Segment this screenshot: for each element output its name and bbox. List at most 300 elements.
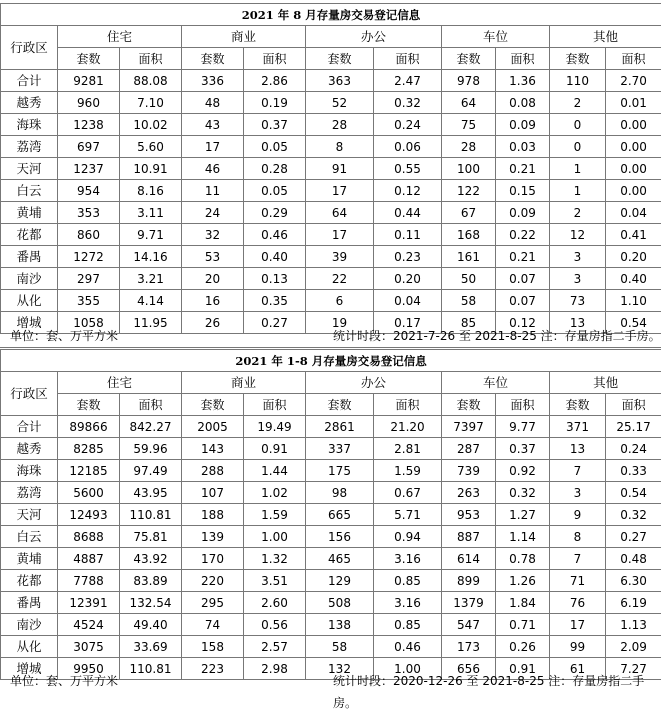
table-cell: 74 xyxy=(182,614,244,636)
table-row xyxy=(1,158,661,180)
table-cell: 3.16 xyxy=(374,548,442,570)
table-cell: 0.91 xyxy=(496,658,550,680)
table-cell: 0.20 xyxy=(606,246,661,268)
table-cell: 107 xyxy=(182,482,244,504)
group-header-parking: 车位 xyxy=(442,372,550,394)
district-name: 黄埔 xyxy=(1,548,58,570)
table-cell: 43 xyxy=(182,114,244,136)
table-row xyxy=(1,70,661,92)
table-row xyxy=(1,202,661,224)
group-header-other: 其他 xyxy=(550,26,661,48)
table-cell: 97.49 xyxy=(120,460,182,482)
table-cell: 12 xyxy=(550,224,606,246)
table-cell: 0.00 xyxy=(606,158,661,180)
group-header-parking: 车位 xyxy=(442,26,550,48)
table-cell: 58 xyxy=(442,290,496,312)
table-cell: 64 xyxy=(306,202,374,224)
table-cell: 12493 xyxy=(58,504,120,526)
table-cell: 297 xyxy=(58,268,120,290)
district-name: 天河 xyxy=(1,158,58,180)
table-cell: 122 xyxy=(442,180,496,202)
table-cell: 17 xyxy=(306,180,374,202)
table-cell: 1.02 xyxy=(244,482,306,504)
table-row xyxy=(1,636,661,658)
table-cell: 465 xyxy=(306,548,374,570)
table-cell: 0.37 xyxy=(244,114,306,136)
sub-header-area: 面积 xyxy=(496,48,550,70)
unit-note: 单位：套、万平方米 xyxy=(10,325,118,347)
table-row xyxy=(1,570,661,592)
table-cell: 614 xyxy=(442,548,496,570)
table-cell: 0 xyxy=(550,136,606,158)
table-cell: 0.17 xyxy=(374,312,442,334)
district-name: 番禺 xyxy=(1,246,58,268)
table-cell: 960 xyxy=(58,92,120,114)
table-cell: 13 xyxy=(550,438,606,460)
table-cell: 0.13 xyxy=(244,268,306,290)
table-cell: 19.49 xyxy=(244,416,306,438)
table-cell: 0.41 xyxy=(606,224,661,246)
group-header-commercial: 商业 xyxy=(182,26,306,48)
table-cell: 46 xyxy=(182,158,244,180)
table-cell: 3.16 xyxy=(374,592,442,614)
table-cell: 50 xyxy=(442,268,496,290)
group-header-office: 办公 xyxy=(306,26,442,48)
table-cell: 0.32 xyxy=(606,504,661,526)
table-cell: 0 xyxy=(550,114,606,136)
table-cell: 0.20 xyxy=(374,268,442,290)
period-note: 统计时段：2021-7-26 至 2021-8-25 注：存量房指二手房。 xyxy=(333,325,661,347)
table-cell: 64 xyxy=(442,92,496,114)
table-cell: 0.00 xyxy=(606,114,661,136)
table-cell: 17 xyxy=(550,614,606,636)
table-cell: 132.54 xyxy=(120,592,182,614)
table-cell: 6.30 xyxy=(606,570,661,592)
group-header-other: 其他 xyxy=(550,372,661,394)
table-cell: 99 xyxy=(550,636,606,658)
table-cell: 9950 xyxy=(58,658,120,680)
table-cell: 0.12 xyxy=(496,312,550,334)
table-cell: 28 xyxy=(306,114,374,136)
table-cell: 1.36 xyxy=(496,70,550,92)
table-cell: 0.07 xyxy=(496,268,550,290)
table-cell: 336 xyxy=(182,70,244,92)
table-cell: 0.27 xyxy=(606,526,661,548)
table-cell: 353 xyxy=(58,202,120,224)
table-cell: 10.02 xyxy=(120,114,182,136)
district-name: 天河 xyxy=(1,504,58,526)
table-cell: 355 xyxy=(58,290,120,312)
table-cell: 0.00 xyxy=(606,180,661,202)
table-cell: 26 xyxy=(182,312,244,334)
table-cell: 17 xyxy=(182,136,244,158)
table-row xyxy=(1,416,661,438)
table-cell: 43.95 xyxy=(120,482,182,504)
table-cell: 88.08 xyxy=(120,70,182,92)
table-cell: 4887 xyxy=(58,548,120,570)
table-cell: 2.57 xyxy=(244,636,306,658)
table-cell: 1058 xyxy=(58,312,120,334)
table-cell: 0.26 xyxy=(496,636,550,658)
table-row xyxy=(1,290,661,312)
table-cell: 67 xyxy=(442,202,496,224)
table-cell: 887 xyxy=(442,526,496,548)
table-cell: 0.54 xyxy=(606,482,661,504)
table-cell: 132 xyxy=(306,658,374,680)
sub-header-units: 套数 xyxy=(182,48,244,70)
district-name: 增城 xyxy=(1,658,58,680)
table-cell: 0.35 xyxy=(244,290,306,312)
table-cell: 11.95 xyxy=(120,312,182,334)
table-cell: 22 xyxy=(306,268,374,290)
district-name: 从化 xyxy=(1,636,58,658)
sub-header-units: 套数 xyxy=(550,48,606,70)
sub-header-units: 套数 xyxy=(182,394,244,416)
table-cell: 0.94 xyxy=(374,526,442,548)
table-cell: 2861 xyxy=(306,416,374,438)
table-cell: 0.03 xyxy=(496,136,550,158)
table-cell: 337 xyxy=(306,438,374,460)
table-cell: 665 xyxy=(306,504,374,526)
table-cell: 0.07 xyxy=(496,290,550,312)
table-cell: 39 xyxy=(306,246,374,268)
table-row xyxy=(1,180,661,202)
table-cell: 0.37 xyxy=(496,438,550,460)
table-cell: 223 xyxy=(182,658,244,680)
district-name: 黄埔 xyxy=(1,202,58,224)
district-header: 行政区 xyxy=(1,372,58,416)
table-cell: 59.96 xyxy=(120,438,182,460)
period-note: 统计时段：2020-12-26 至 2021-8-25 注：存量房指二手房。 xyxy=(333,670,661,714)
table-cell: 1238 xyxy=(58,114,120,136)
table-cell: 0.40 xyxy=(606,268,661,290)
table-cell: 25.17 xyxy=(606,416,661,438)
table-cell: 83.89 xyxy=(120,570,182,592)
table-cell: 89866 xyxy=(58,416,120,438)
table-cell: 98 xyxy=(306,482,374,504)
table-row xyxy=(1,592,661,614)
table-cell: 978 xyxy=(442,70,496,92)
table-cell: 8 xyxy=(550,526,606,548)
table-cell: 1.10 xyxy=(606,290,661,312)
table-row xyxy=(1,460,661,482)
table-cell: 0.04 xyxy=(606,202,661,224)
sub-header-units: 套数 xyxy=(58,394,120,416)
table-cell: 5600 xyxy=(58,482,120,504)
table-cell: 85 xyxy=(442,312,496,334)
table-cell: 0.06 xyxy=(374,136,442,158)
sub-header-area: 面积 xyxy=(244,48,306,70)
district-name: 合计 xyxy=(1,70,58,92)
table-cell: 0.21 xyxy=(496,158,550,180)
table-cell: 5.60 xyxy=(120,136,182,158)
table-cell: 9281 xyxy=(58,70,120,92)
table-cell: 2.47 xyxy=(374,70,442,92)
table-footer-monthly xyxy=(0,325,661,347)
table-row xyxy=(1,268,661,290)
table-cell: 28 xyxy=(442,136,496,158)
table-cell: 3 xyxy=(550,268,606,290)
table-cell: 12185 xyxy=(58,460,120,482)
table-cell: 43.92 xyxy=(120,548,182,570)
table-cell: 2005 xyxy=(182,416,244,438)
sub-header-units: 套数 xyxy=(306,48,374,70)
table-row xyxy=(1,224,661,246)
table-cell: 9.71 xyxy=(120,224,182,246)
table-cell: 363 xyxy=(306,70,374,92)
table-cell: 1.59 xyxy=(374,460,442,482)
district-name: 荔湾 xyxy=(1,482,58,504)
table-cell: 6.19 xyxy=(606,592,661,614)
table-cell: 1.32 xyxy=(244,548,306,570)
table-cell: 0.48 xyxy=(606,548,661,570)
table-cell: 1.26 xyxy=(496,570,550,592)
table-cell: 7.27 xyxy=(606,658,661,680)
sub-header-area: 面积 xyxy=(374,48,442,70)
group-header-commercial: 商业 xyxy=(182,372,306,394)
table-cell: 2.98 xyxy=(244,658,306,680)
table-cell: 19 xyxy=(306,312,374,334)
table-cell: 156 xyxy=(306,526,374,548)
table-cell: 9.77 xyxy=(496,416,550,438)
table-cell: 220 xyxy=(182,570,244,592)
section-divider xyxy=(0,347,661,348)
table-cell: 1.84 xyxy=(496,592,550,614)
table-cell: 953 xyxy=(442,504,496,526)
table-cell: 75.81 xyxy=(120,526,182,548)
table-cell: 2 xyxy=(550,202,606,224)
table-cell: 1379 xyxy=(442,592,496,614)
table-cell: 7788 xyxy=(58,570,120,592)
table-row xyxy=(1,548,661,570)
district-name: 荔湾 xyxy=(1,136,58,158)
table-cell: 1.14 xyxy=(496,526,550,548)
table-cell: 2.81 xyxy=(374,438,442,460)
sub-header-area: 面积 xyxy=(374,394,442,416)
table-cell: 0.33 xyxy=(606,460,661,482)
table-cell: 954 xyxy=(58,180,120,202)
table-cell: 0.04 xyxy=(374,290,442,312)
table-cell: 110.81 xyxy=(120,504,182,526)
table-cell: 73 xyxy=(550,290,606,312)
table-cell: 0.67 xyxy=(374,482,442,504)
sub-header-units: 套数 xyxy=(442,48,496,70)
table-cell: 0.32 xyxy=(496,482,550,504)
table-cell: 0.32 xyxy=(374,92,442,114)
table-cell: 0.00 xyxy=(606,136,661,158)
table-cell: 1272 xyxy=(58,246,120,268)
district-name: 合计 xyxy=(1,416,58,438)
district-header: 行政区 xyxy=(1,26,58,70)
table-cell: 3 xyxy=(550,482,606,504)
sub-header-units: 套数 xyxy=(550,394,606,416)
table-cell: 0.05 xyxy=(244,136,306,158)
table-cell: 0.85 xyxy=(374,570,442,592)
table-cell: 0.12 xyxy=(374,180,442,202)
district-name: 从化 xyxy=(1,290,58,312)
table-row xyxy=(1,246,661,268)
table-cell: 24 xyxy=(182,202,244,224)
district-name: 白云 xyxy=(1,526,58,548)
table-cell: 547 xyxy=(442,614,496,636)
table-row xyxy=(1,136,661,158)
table-cell: 0.21 xyxy=(496,246,550,268)
table-cell: 697 xyxy=(58,136,120,158)
sub-header-area: 面积 xyxy=(120,48,182,70)
table-cell: 6 xyxy=(306,290,374,312)
table-cell: 508 xyxy=(306,592,374,614)
table-cell: 2.09 xyxy=(606,636,661,658)
table-cell: 8.16 xyxy=(120,180,182,202)
table-cell: 52 xyxy=(306,92,374,114)
table-cell: 7 xyxy=(550,548,606,570)
table-cell: 0.22 xyxy=(496,224,550,246)
district-name: 海珠 xyxy=(1,114,58,136)
table-cell: 0.92 xyxy=(496,460,550,482)
table-cell: 0.15 xyxy=(496,180,550,202)
table-cell: 0.54 xyxy=(606,312,661,334)
table-row xyxy=(1,438,661,460)
table-cell: 1.00 xyxy=(244,526,306,548)
district-name: 越秀 xyxy=(1,438,58,460)
table-cell: 2.86 xyxy=(244,70,306,92)
table-cell: 842.27 xyxy=(120,416,182,438)
table-cell: 0.05 xyxy=(244,180,306,202)
table-cell: 17 xyxy=(306,224,374,246)
table-cell: 0.19 xyxy=(244,92,306,114)
table-cell: 4.14 xyxy=(120,290,182,312)
table-cell: 61 xyxy=(550,658,606,680)
table-cell: 0.85 xyxy=(374,614,442,636)
district-name: 南沙 xyxy=(1,268,58,290)
table-cell: 2.70 xyxy=(606,70,661,92)
table-cell: 175 xyxy=(306,460,374,482)
table-cell: 5.71 xyxy=(374,504,442,526)
table-cell: 173 xyxy=(442,636,496,658)
sub-header-area: 面积 xyxy=(496,394,550,416)
table-cell: 3.51 xyxy=(244,570,306,592)
table-cell: 76 xyxy=(550,592,606,614)
table-cell: 110.81 xyxy=(120,658,182,680)
table-cell: 0.23 xyxy=(374,246,442,268)
table-cell: 899 xyxy=(442,570,496,592)
table-cell: 0.46 xyxy=(374,636,442,658)
table-cell: 1237 xyxy=(58,158,120,180)
district-name: 白云 xyxy=(1,180,58,202)
table-cell: 288 xyxy=(182,460,244,482)
table-cell: 20 xyxy=(182,268,244,290)
table-cell: 0.28 xyxy=(244,158,306,180)
table-year-to-date xyxy=(0,349,661,680)
table-cell: 7 xyxy=(550,460,606,482)
table-cell: 1.59 xyxy=(244,504,306,526)
table-cell: 161 xyxy=(442,246,496,268)
table-cell: 0.71 xyxy=(496,614,550,636)
table-cell: 371 xyxy=(550,416,606,438)
table-cell: 138 xyxy=(306,614,374,636)
table-cell: 10.91 xyxy=(120,158,182,180)
table-cell: 129 xyxy=(306,570,374,592)
table-cell: 75 xyxy=(442,114,496,136)
sub-header-units: 套数 xyxy=(442,394,496,416)
table-cell: 1 xyxy=(550,180,606,202)
table-cell: 14.16 xyxy=(120,246,182,268)
table-cell: 3 xyxy=(550,246,606,268)
table-monthly xyxy=(0,3,661,334)
table-cell: 33.69 xyxy=(120,636,182,658)
sub-header-area: 面积 xyxy=(606,394,661,416)
table-cell: 168 xyxy=(442,224,496,246)
table-cell: 8 xyxy=(306,136,374,158)
table-cell: 0.09 xyxy=(496,114,550,136)
table-cell: 91 xyxy=(306,158,374,180)
table-footer-year-to-date xyxy=(0,670,661,692)
district-name: 增城 xyxy=(1,312,58,334)
district-name: 南沙 xyxy=(1,614,58,636)
group-header-residential: 住宅 xyxy=(58,372,182,394)
table-cell: 16 xyxy=(182,290,244,312)
table-cell: 158 xyxy=(182,636,244,658)
table-cell: 8285 xyxy=(58,438,120,460)
table-cell: 0.78 xyxy=(496,548,550,570)
table-cell: 58 xyxy=(306,636,374,658)
table-cell: 188 xyxy=(182,504,244,526)
table-cell: 71 xyxy=(550,570,606,592)
table-title: 2021 年 1-8 月存量房交易登记信息 xyxy=(1,350,661,372)
table-cell: 9 xyxy=(550,504,606,526)
table-cell: 3.21 xyxy=(120,268,182,290)
table-cell: 0.09 xyxy=(496,202,550,224)
table-cell: 7.10 xyxy=(120,92,182,114)
table-cell: 53 xyxy=(182,246,244,268)
sub-header-area: 面积 xyxy=(244,394,306,416)
table-cell: 0.01 xyxy=(606,92,661,114)
table-cell: 48 xyxy=(182,92,244,114)
group-header-office: 办公 xyxy=(306,372,442,394)
table-cell: 3075 xyxy=(58,636,120,658)
table-cell: 170 xyxy=(182,548,244,570)
table-cell: 13 xyxy=(550,312,606,334)
sub-header-units: 套数 xyxy=(58,48,120,70)
table-cell: 0.27 xyxy=(244,312,306,334)
table-cell: 7397 xyxy=(442,416,496,438)
table-cell: 295 xyxy=(182,592,244,614)
district-name: 海珠 xyxy=(1,460,58,482)
sub-header-area: 面积 xyxy=(120,394,182,416)
table-cell: 739 xyxy=(442,460,496,482)
table-cell: 1 xyxy=(550,158,606,180)
table-row xyxy=(1,526,661,548)
table-cell: 4524 xyxy=(58,614,120,636)
table-row xyxy=(1,614,661,636)
district-name: 花都 xyxy=(1,224,58,246)
table-cell: 1.44 xyxy=(244,460,306,482)
table-cell: 12391 xyxy=(58,592,120,614)
table-row xyxy=(1,482,661,504)
table-cell: 0.55 xyxy=(374,158,442,180)
table-cell: 11 xyxy=(182,180,244,202)
table-row xyxy=(1,504,661,526)
table-cell: 3.11 xyxy=(120,202,182,224)
table-cell: 8688 xyxy=(58,526,120,548)
table-cell: 1.13 xyxy=(606,614,661,636)
district-name: 花都 xyxy=(1,570,58,592)
table-cell: 0.40 xyxy=(244,246,306,268)
table-row xyxy=(1,92,661,114)
table-cell: 0.11 xyxy=(374,224,442,246)
table-cell: 263 xyxy=(442,482,496,504)
sub-header-area: 面积 xyxy=(606,48,661,70)
